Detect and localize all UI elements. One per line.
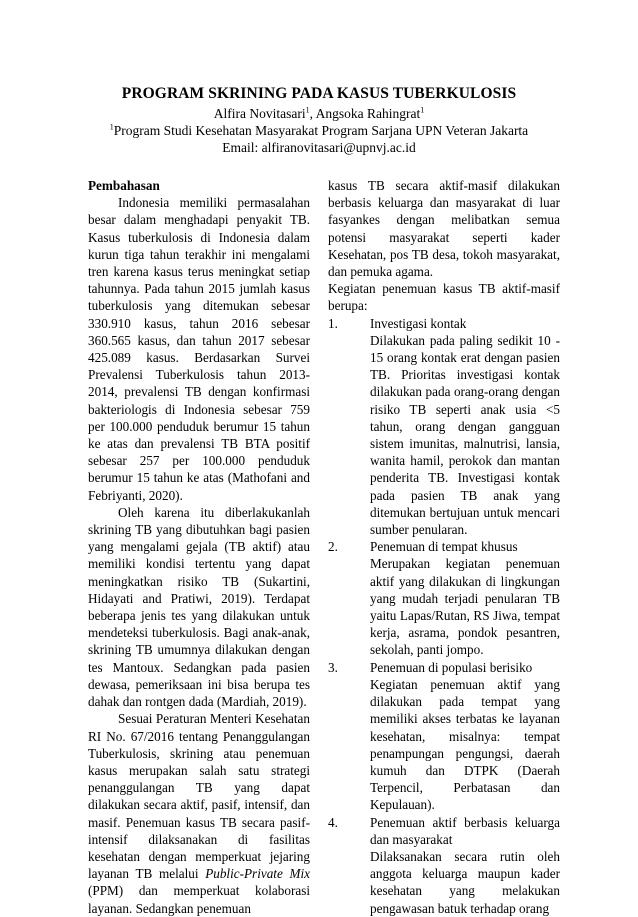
paragraph: kasus TB secara aktif-masif dilakukan berbasis keluarga dan masyarakat di luar fasyankes dengan melibatkan semua potensi masyarakat seperti kader Kesehatan, pos TB desa, tokoh masyarakat, dan pemuka agama. [328,178,560,280]
paragraph: Oleh karena itu diberlakukanlah skrining TB yang dibutuhkan bagi pasien yang mengalami gejala (TB aktif) atau memiliki kondisi tertentu yang dapat meningkatkan risiko TB (Sukartini, Hidayati and Pratiwi, 2019). Terdapat beberapa jenis tes yang dilakukan untuk mendeteksi tuberkulosis. Bagi anak-anak, skrining TB umumnya dilakukan dengan tes Mantoux. Sedangkan pada pasien dewasa, pemeriksaan ini bisa berupa tes dahak dan rontgen dada (Mardiah, 2019). [88,504,310,710]
affiliation-mark: 1 [109,122,114,132]
list-item [328,659,560,814]
list-number: 1. [328,315,338,331]
list-item-body: Dilakukan pada paling sedikit 10 - 15 orang kontak erat dengan pasien TB. Prioritas investigasi kontak dilakukan pada orang-orang dengan risiko TB seperti anak usia <5 tahun, orang dengan gangguan sistem imunitas, malnutrisi, lansia, wanita hamil, perokok dan mantan penderita TB. Investigasi kontak pada pasien TB anak yang ditemukan bertujuan untuk mencari sumber penularan. [370,332,560,538]
paragraph [88,710,310,916]
list-item [328,538,560,658]
author-2: , Angsoka Rahingrat [309,106,421,121]
author-1: Alfira Novitasari [213,106,306,121]
author-1-affil-mark: 1 [305,105,310,115]
paragraph-text: Sesuai Peraturan Menteri Kesehatan RI No. 67/2016 tentang Penanggulangan Tuberkulosis, skrining atau penemuan kasus merupakan salah satu strategi penanggulangan TB yang dapat dilakukan secara aktif, pasif, intensif, dan masif. Penemuan kasus TB secara pasif-intensif dilaksanakan di fasilitas kesehatan dengan memperkuat jejaring layanan TB melalui [88,711,310,882]
list-number: 2. [328,539,338,555]
paragraph-text: (PPM) dan memperkuat kolaborasi layanan. Sedangkan penemuan [88,883,310,916]
paper-header [0,85,638,156]
list-item [328,814,560,917]
paragraph: Indonesia memiliki permasalahan besar dalam menghadapi penyakit TB. Kasus tuberkulosis di Indonesia dalam kurun tiga tahun terakhir ini mengalami tren karena kasus terus meningkat setiap tahunnya. Pada tahun 2015 jumlah kasus tuberkulosis yang ditemukan sebesar 330.910 kasus, tahun 2016 sebesar 360.565 kasus, dan tahun 2017 sebesar 425.089 kasus. Berdasarkan Survei Prevalensi Tuberkulosis tahun 2013-2014, prevalensi TB dengan konfirmasi bakteriologis di Indonesia sebesar 759 per 100.000 penduduk berumur 15 tahun ke atas dan prevalensi TB BTA positif sebesar 257 per 100.000 penduduk berumur 15 tahun ke atas (Mathofani and Febriyanti, 2020). [88,195,310,503]
paragraph: Kegiatan penemuan kasus TB aktif-masif berupa: [328,281,560,314]
list-item-body: Kegiatan penemuan aktif yang dilakukan pada tempat yang memiliki akses terbatas ke layanan kesehatan, misalnya: tempat penampungan pengungsi, daerah kumuh dan DTPK (Daerah Terpencil, Perbatasan dan Kepulauan). [370,676,560,813]
list-item-title: Penemuan di tempat khusus [370,539,518,555]
list-item-title: Penemuan aktif berbasis keluarga dan masyarakat [370,814,560,847]
section-heading: Pembahasan [88,178,160,193]
affiliation-line [0,122,638,139]
author-2-affil-mark: 1 [420,105,425,115]
italic-term: Public-Private Mix [205,866,310,882]
affiliation-text: Program Studi Kesehatan Masyarakat Program Sarjana UPN Veteran Jakarta [113,123,529,138]
list-item-title: Penemuan di populasi berisiko [370,659,533,675]
list-number: 3. [328,659,338,675]
left-column [88,177,310,917]
contact-email: Email: alfiranovitasari@upnvj.ac.id [222,140,416,155]
list-number: 4. [328,814,338,830]
list-item-body: Dilaksanakan secara rutin oleh anggota keluarga maupun kader kesehatan yang melakukan pengawasan batuk terhadap orang [370,848,560,916]
paper-title: PROGRAM SKRINING PADA KASUS TUBERKULOSIS [121,85,517,102]
list-item-body: Merupakan kegiatan penemuan aktif yang dilakukan di lingkungan yang mudah terjadi penularan TB yaitu Lapas/Rutan, RS Jiwa, tempat kerja, asrama, pondok pesantren, sekolah, panti jompo. [370,556,560,658]
author-line [0,105,638,122]
right-column [328,177,560,917]
list-item-title: Investigasi kontak [370,315,467,331]
list-item [328,315,560,539]
